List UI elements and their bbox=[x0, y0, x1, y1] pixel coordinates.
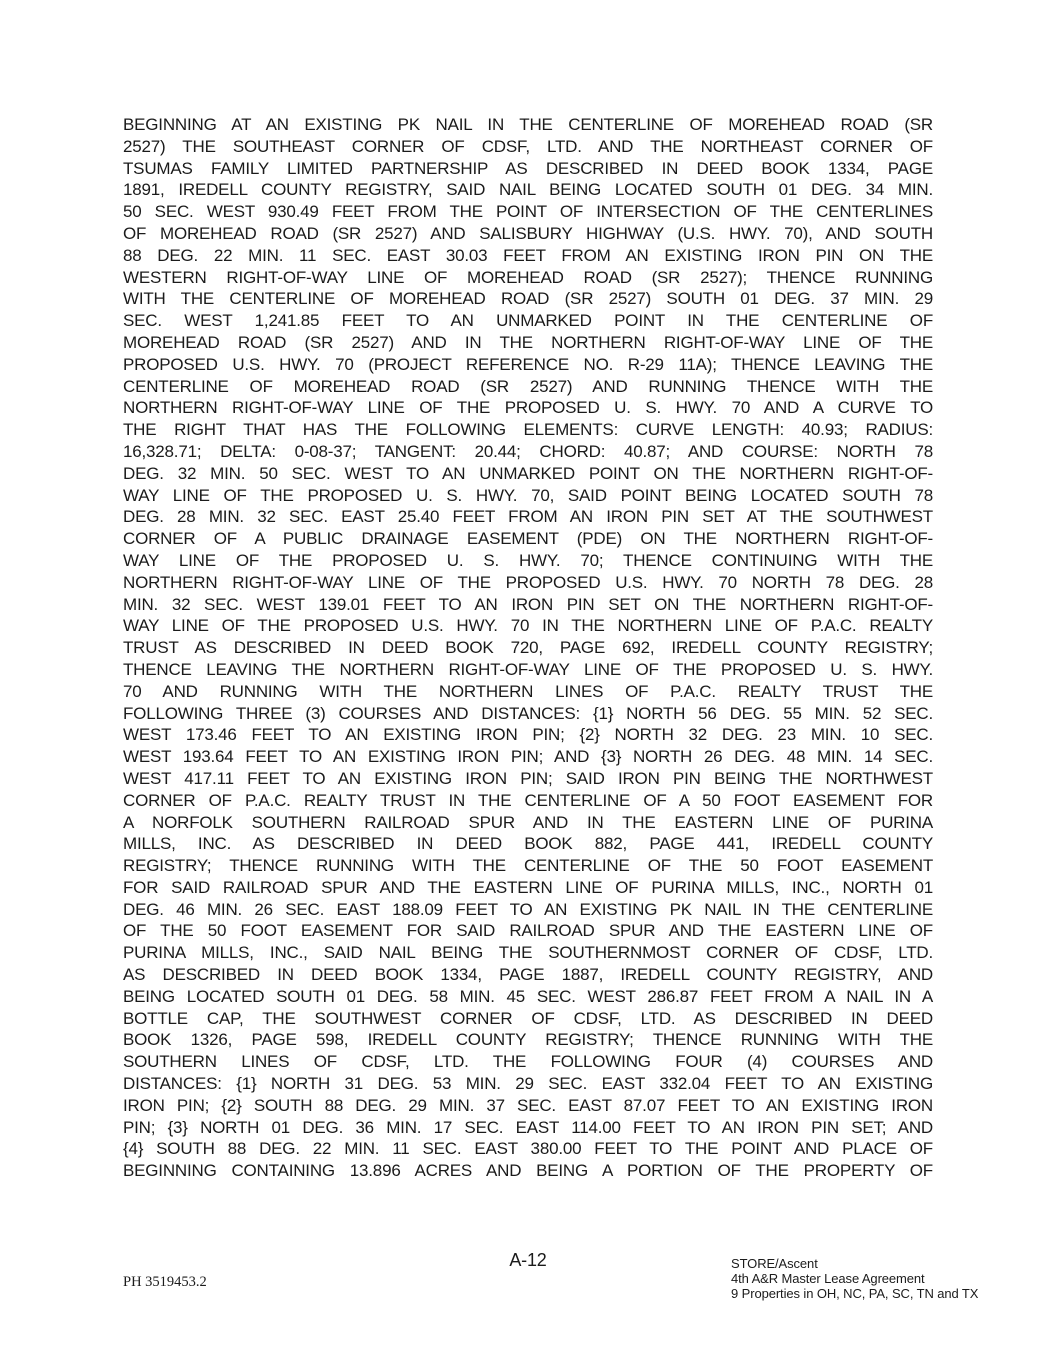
legal-description-line: 1891, IREDELL COUNTY REGISTRY, SAID NAIL BEING LOCATED SOUTH 01 DEG. 34 MIN. bbox=[123, 180, 933, 200]
legal-description-line: PROPOSED U.S. HWY. 70 (PROJECT REFERENCE NO. R-29 11A); THENCE LEAVING THE bbox=[123, 354, 933, 374]
legal-description-line: WEST 193.64 FEET TO AN EXISTING IRON PIN; AND {3} NORTH 26 DEG. 48 MIN. 14 SEC. bbox=[123, 747, 933, 767]
legal-description-line: MILLS, INC. AS DESCRIBED IN DEED BOOK 882, PAGE 441, IREDELL COUNTY bbox=[123, 834, 933, 854]
legal-description-line: 70 AND RUNNING WITH THE NORTHERN LINES OF P.A.C. REALTY TRUST THE bbox=[123, 681, 933, 701]
legal-description-line: SEC. WEST 1,241.85 FEET TO AN UNMARKED POINT IN THE CENTERLINE OF bbox=[123, 311, 933, 331]
legal-description-line: BOTTLE CAP, THE SOUTHWEST CORNER OF CDSF, LTD. AS DESCRIBED IN DEED bbox=[123, 1008, 933, 1028]
legal-description-line: {4} SOUTH 88 DEG. 22 MIN. 11 SEC. EAST 380.00 FEET TO THE POINT AND PLACE OF bbox=[123, 1139, 933, 1159]
legal-description-line: DEG. 32 MIN. 50 SEC. WEST TO AN UNMARKED POINT ON THE NORTHERN RIGHT-OF- bbox=[123, 463, 933, 483]
legal-description-line: 2527) THE SOUTHEAST CORNER OF CDSF, LTD. AND THE NORTHEAST CORNER OF bbox=[123, 136, 933, 156]
legal-description-line: 50 SEC. WEST 930.49 FEET FROM THE POINT OF INTERSECTION OF THE CENTERLINES bbox=[123, 202, 933, 222]
legal-description-line: 16,328.71; DELTA: 0-08-37; TANGENT: 20.44; CHORD: 40.87; AND COURSE: NORTH 78 bbox=[123, 441, 933, 461]
legal-description-line: WITH THE CENTERLINE OF MOREHEAD ROAD (SR 2527) SOUTH 01 DEG. 37 MIN. 29 bbox=[123, 289, 933, 309]
legal-description-line: DEG. 46 MIN. 26 SEC. EAST 188.09 FEET TO AN EXISTING PK NAIL IN THE CENTERLINE bbox=[123, 899, 933, 919]
legal-description-line: REGISTRY; THENCE RUNNING WITH THE CENTERLINE OF THE 50 FOOT EASEMENT bbox=[123, 856, 933, 876]
legal-description-line: FOLLOWING THREE (3) COURSES AND DISTANCES: {1} NORTH 56 DEG. 55 MIN. 52 SEC. bbox=[123, 703, 933, 723]
footer-right-line: 9 Properties in OH, NC, PA, SC, TN and TX bbox=[731, 1286, 979, 1301]
footer-right-line: STORE/Ascent bbox=[731, 1256, 818, 1271]
legal-description-line: TRUST AS DESCRIBED IN DEED BOOK 720, PAGE 692, IREDELL COUNTY REGISTRY; bbox=[123, 638, 933, 658]
legal-description-line: IRON PIN; {2} SOUTH 88 DEG. 29 MIN. 37 SEC. EAST 87.07 FEET TO AN EXISTING IRON bbox=[123, 1095, 933, 1115]
legal-description-line: SOUTHERN LINES OF CDSF, LTD. THE FOLLOWING FOUR (4) COURSES AND bbox=[123, 1052, 933, 1072]
legal-description-line: WAY LINE OF THE PROPOSED U. S. HWY. 70; THENCE CONTINUING WITH THE bbox=[123, 550, 933, 570]
legal-description-paragraph bbox=[123, 114, 933, 1182]
legal-description-line: CORNER OF P.A.C. REALTY TRUST IN THE CENTERLINE OF A 50 FOOT EASEMENT FOR bbox=[123, 790, 933, 810]
footer-right-block bbox=[731, 1256, 978, 1301]
legal-description-line: CENTERLINE OF MOREHEAD ROAD (SR 2527) AND RUNNING THENCE WITH THE bbox=[123, 376, 933, 396]
legal-description-line: BEGINNING AT AN EXISTING PK NAIL IN THE CENTERLINE OF MOREHEAD ROAD (SR bbox=[123, 115, 933, 134]
legal-description-line: TSUMAS FAMILY LIMITED PARTNERSHIP AS DESCRIBED IN DEED BOOK 1334, PAGE bbox=[123, 158, 933, 178]
legal-description-line: OF THE 50 FOOT EASEMENT FOR SAID RAILROAD SPUR AND THE EASTERN LINE OF bbox=[123, 921, 933, 941]
legal-description-line: BEGINNING CONTAINING 13.896 ACRES AND BEING A PORTION OF THE PROPERTY OF bbox=[123, 1161, 933, 1181]
legal-description-line: THENCE LEAVING THE NORTHERN RIGHT-OF-WAY LINE OF THE PROPOSED U. S. HWY. bbox=[123, 659, 933, 679]
legal-description-line: NORTHERN RIGHT-OF-WAY LINE OF THE PROPOSED U.S. HWY. 70 NORTH 78 DEG. 28 bbox=[123, 572, 933, 592]
legal-description-line: BEING LOCATED SOUTH 01 DEG. 58 MIN. 45 SEC. WEST 286.87 FEET FROM A NAIL IN A bbox=[123, 986, 933, 1006]
legal-description-line: MIN. 32 SEC. WEST 139.01 FEET TO AN IRON PIN SET ON THE NORTHERN RIGHT-OF- bbox=[123, 594, 933, 614]
legal-description-line: DISTANCES: {1} NORTH 31 DEG. 53 MIN. 29 SEC. EAST 332.04 FEET TO AN EXISTING bbox=[123, 1074, 933, 1094]
page-number: A-12 bbox=[509, 1250, 547, 1270]
document-reference-number: PH 3519453.2 bbox=[123, 1274, 207, 1290]
legal-description-line: PIN; {3} NORTH 01 DEG. 36 MIN. 17 SEC. EAST 114.00 FEET TO AN IRON PIN SET; AND bbox=[123, 1117, 933, 1137]
legal-description-line: DEG. 28 MIN. 32 SEC. EAST 25.40 FEET FROM AN IRON PIN SET AT THE SOUTHWEST bbox=[123, 507, 933, 527]
legal-description-line: WAY LINE OF THE PROPOSED U.S. HWY. 70 IN THE NORTHERN LINE OF P.A.C. REALTY bbox=[123, 616, 933, 636]
footer-right-line: 4th A&R Master Lease Agreement bbox=[731, 1271, 925, 1286]
legal-description-line: WESTERN RIGHT-OF-WAY LINE OF MOREHEAD ROAD (SR 2527); THENCE RUNNING bbox=[123, 267, 933, 287]
legal-description-line: BOOK 1326, PAGE 598, IREDELL COUNTY REGISTRY; THENCE RUNNING WITH THE bbox=[123, 1030, 933, 1050]
legal-description-line: THE RIGHT THAT HAS THE FOLLOWING ELEMENTS: CURVE LENGTH: 40.93; RADIUS: bbox=[123, 420, 933, 440]
legal-description-line: WAY LINE OF THE PROPOSED U. S. HWY. 70, SAID POINT BEING LOCATED SOUTH 78 bbox=[123, 485, 933, 505]
legal-description-line: WEST 417.11 FEET TO AN EXISTING IRON PIN; SAID IRON PIN BEING THE NORTHWEST bbox=[123, 768, 933, 788]
legal-description-line: FOR SAID RAILROAD SPUR AND THE EASTERN LINE OF PURINA MILLS, INC., NORTH 01 bbox=[123, 877, 933, 897]
legal-description-line: CORNER OF A PUBLIC DRAINAGE EASEMENT (PDE) ON THE NORTHERN RIGHT-OF- bbox=[123, 529, 933, 549]
legal-description-line: 88 DEG. 22 MIN. 11 SEC. EAST 30.03 FEET FROM AN EXISTING IRON PIN ON THE bbox=[123, 245, 933, 265]
legal-description-line: WEST 173.46 FEET TO AN EXISTING IRON PIN; {2} NORTH 32 DEG. 23 MIN. 10 SEC. bbox=[123, 725, 933, 745]
legal-description-line: NORTHERN RIGHT-OF-WAY LINE OF THE PROPOSED U. S. HWY. 70 AND A CURVE TO bbox=[123, 398, 933, 418]
legal-description-line: AS DESCRIBED IN DEED BOOK 1334, PAGE 1887, IREDELL COUNTY REGISTRY, AND bbox=[123, 965, 933, 985]
legal-description-line: PURINA MILLS, INC., SAID NAIL BEING THE SOUTHERNMOST CORNER OF CDSF, LTD. bbox=[123, 943, 933, 963]
legal-description-line: A NORFOLK SOUTHERN RAILROAD SPUR AND IN THE EASTERN LINE OF PURINA bbox=[123, 812, 933, 832]
legal-description-line: MOREHEAD ROAD (SR 2527) AND IN THE NORTHERN RIGHT-OF-WAY LINE OF THE bbox=[123, 332, 933, 352]
legal-description-line: OF MOREHEAD ROAD (SR 2527) AND SALISBURY HIGHWAY (U.S. HWY. 70), AND SOUTH bbox=[123, 223, 933, 243]
